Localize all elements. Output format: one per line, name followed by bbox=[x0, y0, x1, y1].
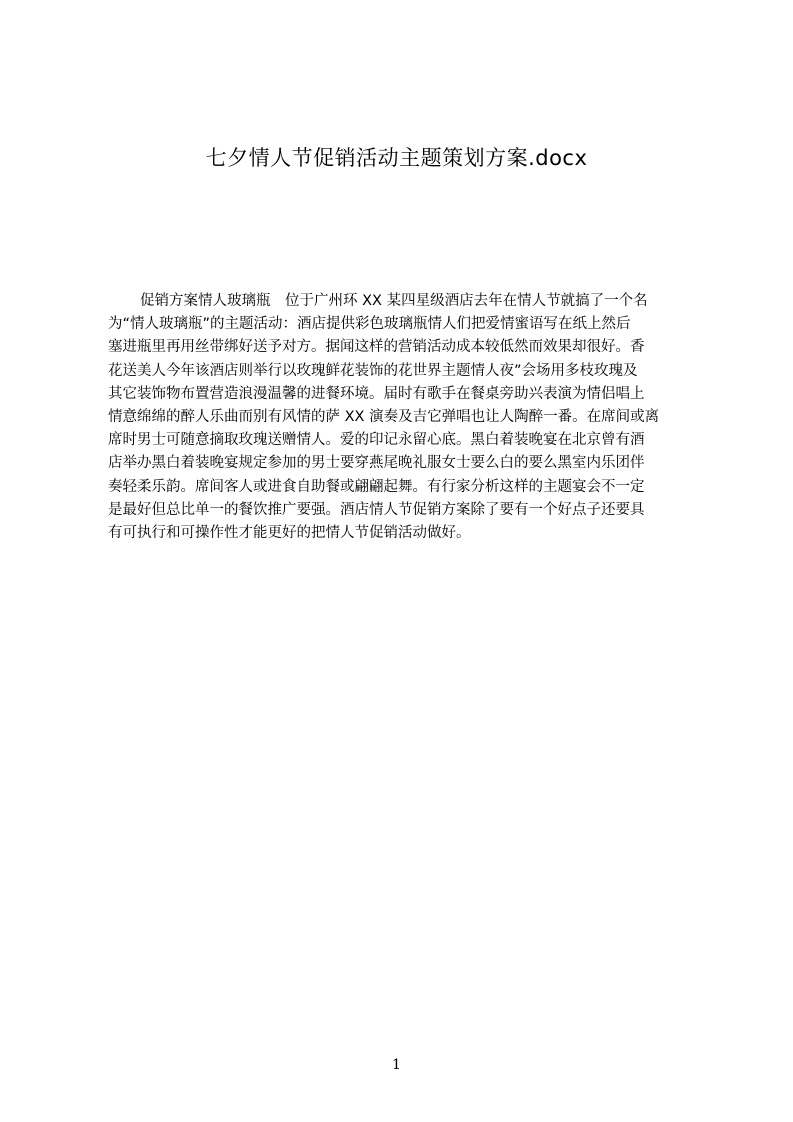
body-line: 店举办黑白着装晚宴规定参加的男士要穿燕尾晚礼服女士要么白的要么黑室内乐团伴 bbox=[108, 455, 645, 472]
body-line: 是最好但总比单一的餐饮推广要强。酒店情人节促销方案除了要有一个好点子还要具 bbox=[108, 501, 645, 518]
body-line: 情意绵绵的醉人乐曲而别有风情的萨 XX 演奏及吉它弹唱也让人陶醉一番。在席间或离 bbox=[108, 408, 660, 425]
body-line: 为“情人玻璃瓶”的主题活动：酒店提供彩色玻璃瓶情人们把爱情蜜语写在纸上然后 bbox=[108, 316, 631, 333]
body-line: 其它装饰物布置营造浪漫温馨的进餐环境。届时有歌手在餐桌旁助兴表演为情侣唱上 bbox=[108, 385, 645, 402]
body-line: 有可执行和可操作性才能更好的把情人节促销活动做好。 bbox=[108, 524, 471, 541]
page-number: 1 bbox=[392, 1057, 401, 1073]
body-line: 席时男士可随意摘取玫瑰送赠情人。爱的印记永留心底。黑白着装晚宴在北京曾有酒 bbox=[108, 432, 645, 449]
body-line: 花送美人今年该酒店则举行以玫瑰鲜花装饰的花世界主题情人夜”会场用多枝玫瑰及 bbox=[108, 362, 638, 379]
document-body bbox=[108, 290, 700, 590]
body-line: 促销方案情人玻璃瓶 位于广州环 XX 某四星级酒店去年在情人节就搞了一个名 bbox=[140, 293, 648, 309]
body-line: 塞进瓶里再用丝带绑好送予对方。据闻这样的营销活动成本较低然而效果却很好。香 bbox=[108, 339, 645, 356]
body-line: 奏轻柔乐韵。席间客人或进食自助餐或翩翩起舞。有行家分析这样的主题宴会不一定 bbox=[108, 478, 645, 495]
document-title: 七夕情人节促销活动主题策划方案.docx bbox=[205, 146, 588, 170]
